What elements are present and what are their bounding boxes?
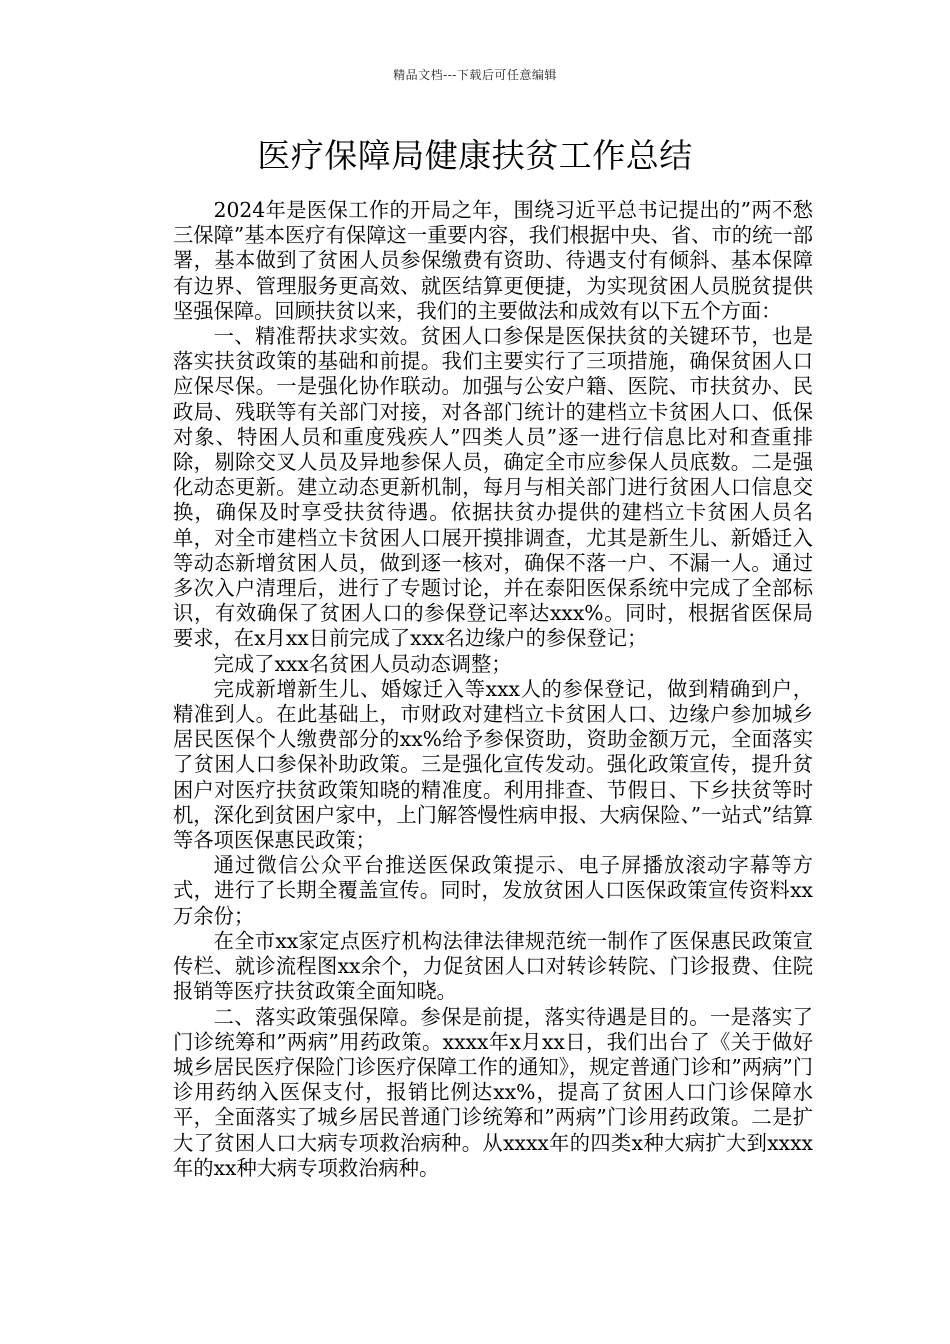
document-body <box>173 198 813 1181</box>
paragraph-intro: 2024年是医保工作的开局之年，围绕习近平总书记提出的”两不愁三保障”基本医疗有保障这一重要内容，我们根据中央、省、市的统一部署，基本做到了贫困人员参保缴费有资助、待遇支付有倾斜、基本保障有边界、管理服务更高效、就医结算更便捷，为实现贫困人员脱贫提供坚强保障。回顾扶贫以来，我们的主要做法和成效有以下五个方面： <box>173 198 813 323</box>
paragraph-section-1: 一、精准帮扶求实效。贫困人口参保是医保扶贫的关键环节，也是落实扶贫政策的基础和前提。我们主要实行了三项措施，确保贫困人口应保尽保。一是强化协作联动。加强与公安户籍、医院、市扶贫办、民政局、残联等有关部门对接，对各部门统计的建档立卡贫困人口、低保对象、特困人员和重度残疾人”四类人员”逐一进行信息比对和查重排除，剔除交叉人员及异地参保人员，确定全市应参保人员底数。二是强化动态更新。建立动态更新机制，每月与相关部门进行贫困人口信息交换，确保及时享受扶贫待遇。依据扶贫办提供的建档立卡贫困人员名单，对全市建档立卡贫困人口展开摸排调查，尤其是新生儿、新婚迁入等动态新增贫困人员，做到逐一核对，确保不落一户、不漏一人。通过多次入户清理后，进行了专题讨论，并在泰阳医保系统中完成了全部标识，有效确保了贫困人口的参保登记率达xxx%。同时，根据省医保局要求，在x月xx日前完成了xxx名边缘户的参保登记； <box>173 324 813 651</box>
paragraph-hospital-publicity: 在全市xx家定点医疗机构法律法律规范统一制作了医保惠民政策宣传栏、就诊流程图xx余个，力促贫困人口对转诊转院、门诊报费、住院报销等医疗扶贫政策全面知晓。 <box>173 928 813 1004</box>
paragraph-dynamic-adjustment: 完成了xxx名贫困人员动态调整； <box>213 651 512 676</box>
page-header-note: 精品文档---下载后可任意编辑 <box>393 68 557 82</box>
paragraph-section-2: 二、落实政策强保障。参保是前提，落实待遇是目的。一是落实了门诊统筹和”两病”用药政策。xxxx年x月xx日，我们出台了《关于做好城乡居民医疗保险门诊医疗保障工作的通知》，规定普通门诊和”两病”门诊用药纳入医保支付，报销比例达xx%，提高了贫困人口门诊保障水平，全面落实了城乡居民普通门诊统筹和”两病”门诊用药政策。二是扩大了贫困人口大病专项救治病种。从xxxx年的四类x种大病扩大到xxxx年的xx种大病专项救治病种。 <box>173 1004 813 1180</box>
paragraph-wechat-publicity: 通过微信公众平台推送医保政策提示、电子屏播放滚动字幕等方式，进行了长期全覆盖宣传。同时，发放贫困人口医保政策宣传资料xx万余份； <box>173 853 813 928</box>
paragraph-new-enrollment: 完成新增新生儿、婚嫁迁入等xxx人的参保登记，做到精确到户，精准到人。在此基础上，市财政对建档立卡贫困人口、边缘户参加城乡居民医保个人缴费部分的xx%给予参保资助，资助金额万元，全面落实了贫困人口参保补助政策。三是强化宣传发动。强化政策宣传，提升贫困户对医疗扶贫政策知晓的精准度。利用排查、节假日、下乡扶贫等时机，深化到贫困户家中，上门解答慢性病申报、大病保险、”一站式”结算等各项医保惠民政策； <box>173 676 813 853</box>
document-title: 医疗保障局健康扶贫工作总结 <box>257 136 693 175</box>
